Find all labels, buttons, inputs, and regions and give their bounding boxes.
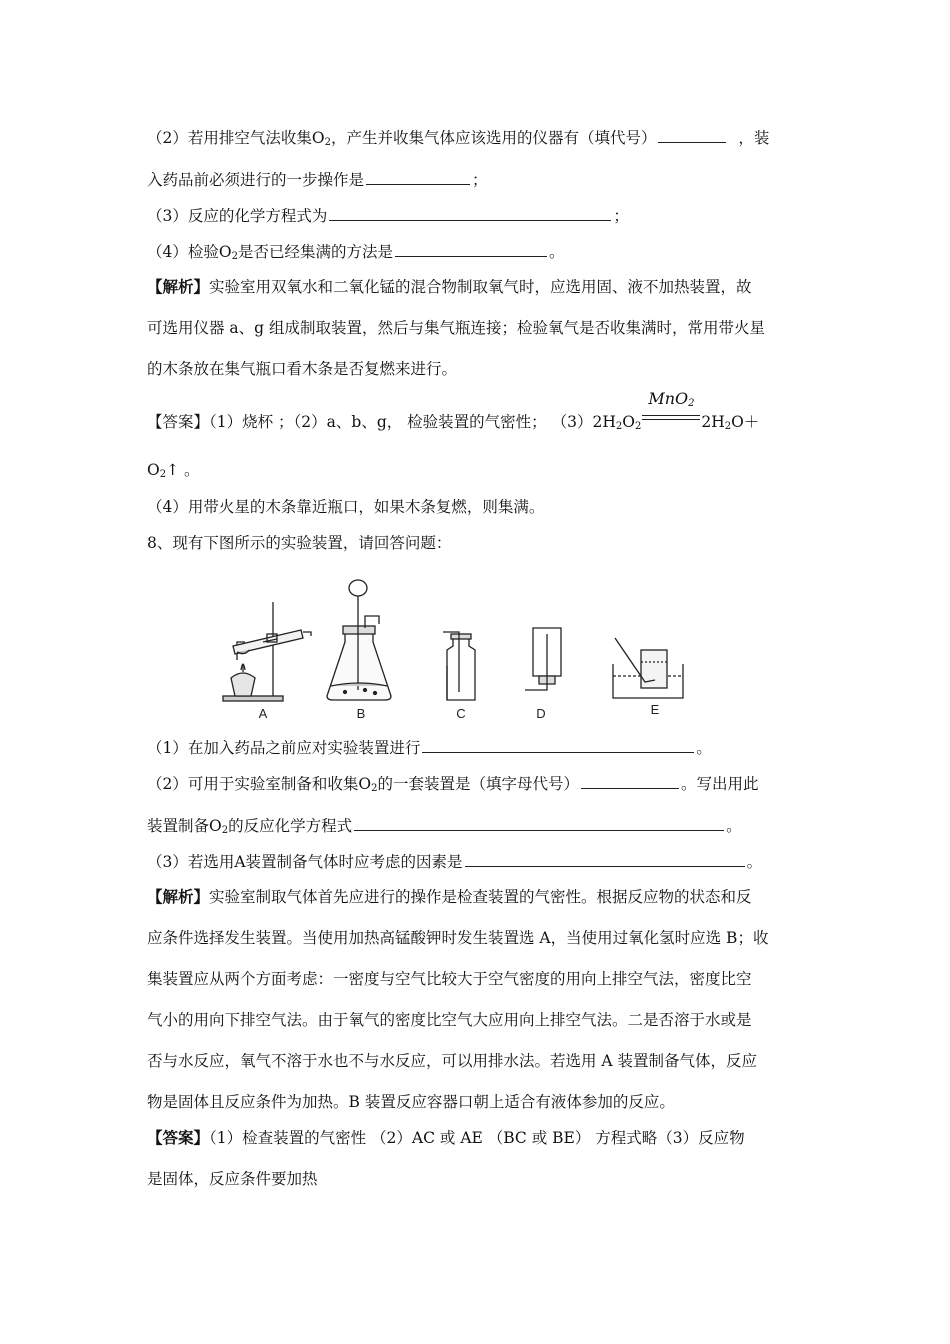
text: 2H [701,413,725,431]
text: （2）若用排空气法收集O [147,129,325,147]
subscript: 2 [159,469,167,480]
equals-sign [642,415,700,420]
text: ↑ 。 [166,461,200,479]
q7-answer-line3 [147,497,544,517]
text: 。 [746,853,763,871]
text: 气小的用向下排空气法。由于氧气的密度比空气大应用向上排空气法。二是否溶于水或是 [147,1011,752,1029]
text: 的反应化学方程式 [228,817,353,835]
answer-blank[interactable] [581,773,679,789]
q8-analysis-line6 [147,1092,675,1112]
text: 可选用仪器 a、g 组成制取装置，然后与集气瓶连接；检验氧气是否收集满时，常用带火星 [147,319,766,337]
subscript: 2 [231,251,238,262]
apparatus-e [613,638,683,698]
text: （4）用带火星的木条靠近瓶口，如果木条复燃，则集满。 [147,498,545,516]
apparatus-a [223,602,311,701]
text: （3）反应的化学方程式为 [147,207,328,225]
text: 实验室用双氧水和二氧化锰的混合物制取氧气时，应选用固、液不加热装置，故 [209,278,752,296]
reaction-condition [642,389,700,427]
answer-blank[interactable] [465,851,745,867]
text: MnO [648,389,689,408]
text: ； [613,207,629,225]
subscript: 2 [634,421,642,432]
q8-stem [147,533,451,553]
text: 。 [548,243,565,261]
text: 实验室制取气体首先应进行的操作是检查装置的气密性。根据反应物的状态和反 [209,888,752,906]
text: （2）可用于实验室制备和收集O [147,775,372,793]
q7-part2-line1 [147,127,769,148]
q7-part3 [147,205,629,226]
q8-analysis-line4 [147,1010,752,1030]
q8-part3 [147,851,762,872]
text: 否与水反应，氧气不溶于水也不与水反应，可以用排水法。若选用 A 装置制备气体，反应 [147,1052,758,1070]
q7-analysis-line3 [147,359,457,379]
text: 应条件选择发生装置。当使用加热高锰酸钾时发生装置选 A，当使用过氧化氢时应选 B；收 [147,929,769,947]
figure-label-e: E [650,702,660,717]
text: （4）检验O [147,243,232,261]
text: 物是固体且反应条件为加热。B 装置反应容器口朝上适合有液体参加的反应。 [147,1093,675,1111]
q8-part2-line1 [147,773,758,794]
q7-analysis-line2 [147,318,765,338]
q7-answer-line1 [147,389,760,432]
q7-part4 [147,241,564,262]
text: 装置制备O [147,817,222,835]
q8-answer-line1 [147,1128,745,1148]
subscript: 2 [724,421,732,432]
subscript: 2 [221,825,229,836]
q8-analysis-line5 [147,1051,757,1071]
text: （1）在加入药品之前应对实验装置进行 [147,739,421,757]
figure-label-b: B [356,706,366,721]
text: ，装 [738,129,770,147]
answer-blank[interactable] [366,169,470,185]
catalyst-label [648,389,694,409]
answer-tag: 【答案】 [147,1128,210,1147]
text: 的一套装置是（填字母代号） [377,775,579,793]
text: （1）烧杯 ；（2）a、b、g， 检验装置的气密性； （3）2H [209,413,616,431]
text: 是否已经集满的方法是 [237,243,393,261]
q7-part2-line2 [147,169,488,190]
answer-blank[interactable] [658,127,726,143]
text: 。 [696,739,712,757]
text: （1）检查装置的气密性 （2）AC 或 AE （BC 或 BE） 方程式略（3）反应物 [209,1129,745,1147]
analysis-tag: 【解析】 [147,887,210,906]
subscript: 2 [371,783,378,794]
figure-label-c: C [456,706,466,721]
answer-tag: 【答案】 [147,413,210,431]
lab-apparatus-figure [215,572,695,722]
q8-analysis-line1 [147,887,752,907]
subscript: 2 [615,421,623,432]
answer-blank[interactable] [329,205,611,221]
analysis-tag: 【解析】 [147,277,210,296]
text: 集装置应从两个方面考虑：一密度与空气比较大于空气密度的用向上排空气法，密度比空 [147,970,752,988]
text: ，产生并收集气体应该选用的仪器有（填代号） [330,129,657,147]
text: 。 [726,817,742,835]
answer-blank[interactable] [422,737,694,753]
text: （3）若选用A装置制备气体时应考虑的因素是 [147,853,463,871]
text: O [622,413,635,431]
q8-analysis-line3 [147,969,752,989]
q8-part1 [147,737,712,758]
figure-labels [259,702,660,721]
q8-answer-line2 [147,1169,318,1189]
text: ； [472,171,488,189]
text: 的木条放在集气瓶口看木条是否复燃来进行。 [147,360,458,378]
text: 8、现有下图所示的实验装置，请回答问题： [147,534,452,552]
apparatus-c [443,632,475,700]
text: 是固体，反应条件要加热 [147,1170,318,1188]
q7-answer-line2 [147,460,200,480]
text: 。写出用此 [680,775,759,793]
apparatus-b [327,580,391,700]
q8-analysis-line2 [147,928,768,948]
answer-blank[interactable] [354,815,724,831]
q8-part2-line2 [147,815,742,836]
subscript: 2 [324,137,331,148]
text: O [147,461,160,479]
subscript: 2 [688,398,695,409]
text: 入药品前必须进行的一步操作是 [147,171,365,189]
figure-label-a: A [258,706,268,721]
apparatus-d [525,628,561,690]
q7-analysis-line1 [147,277,752,297]
figure-label-d: D [536,706,546,721]
answer-blank[interactable] [395,241,547,257]
text: O＋ [731,413,760,431]
